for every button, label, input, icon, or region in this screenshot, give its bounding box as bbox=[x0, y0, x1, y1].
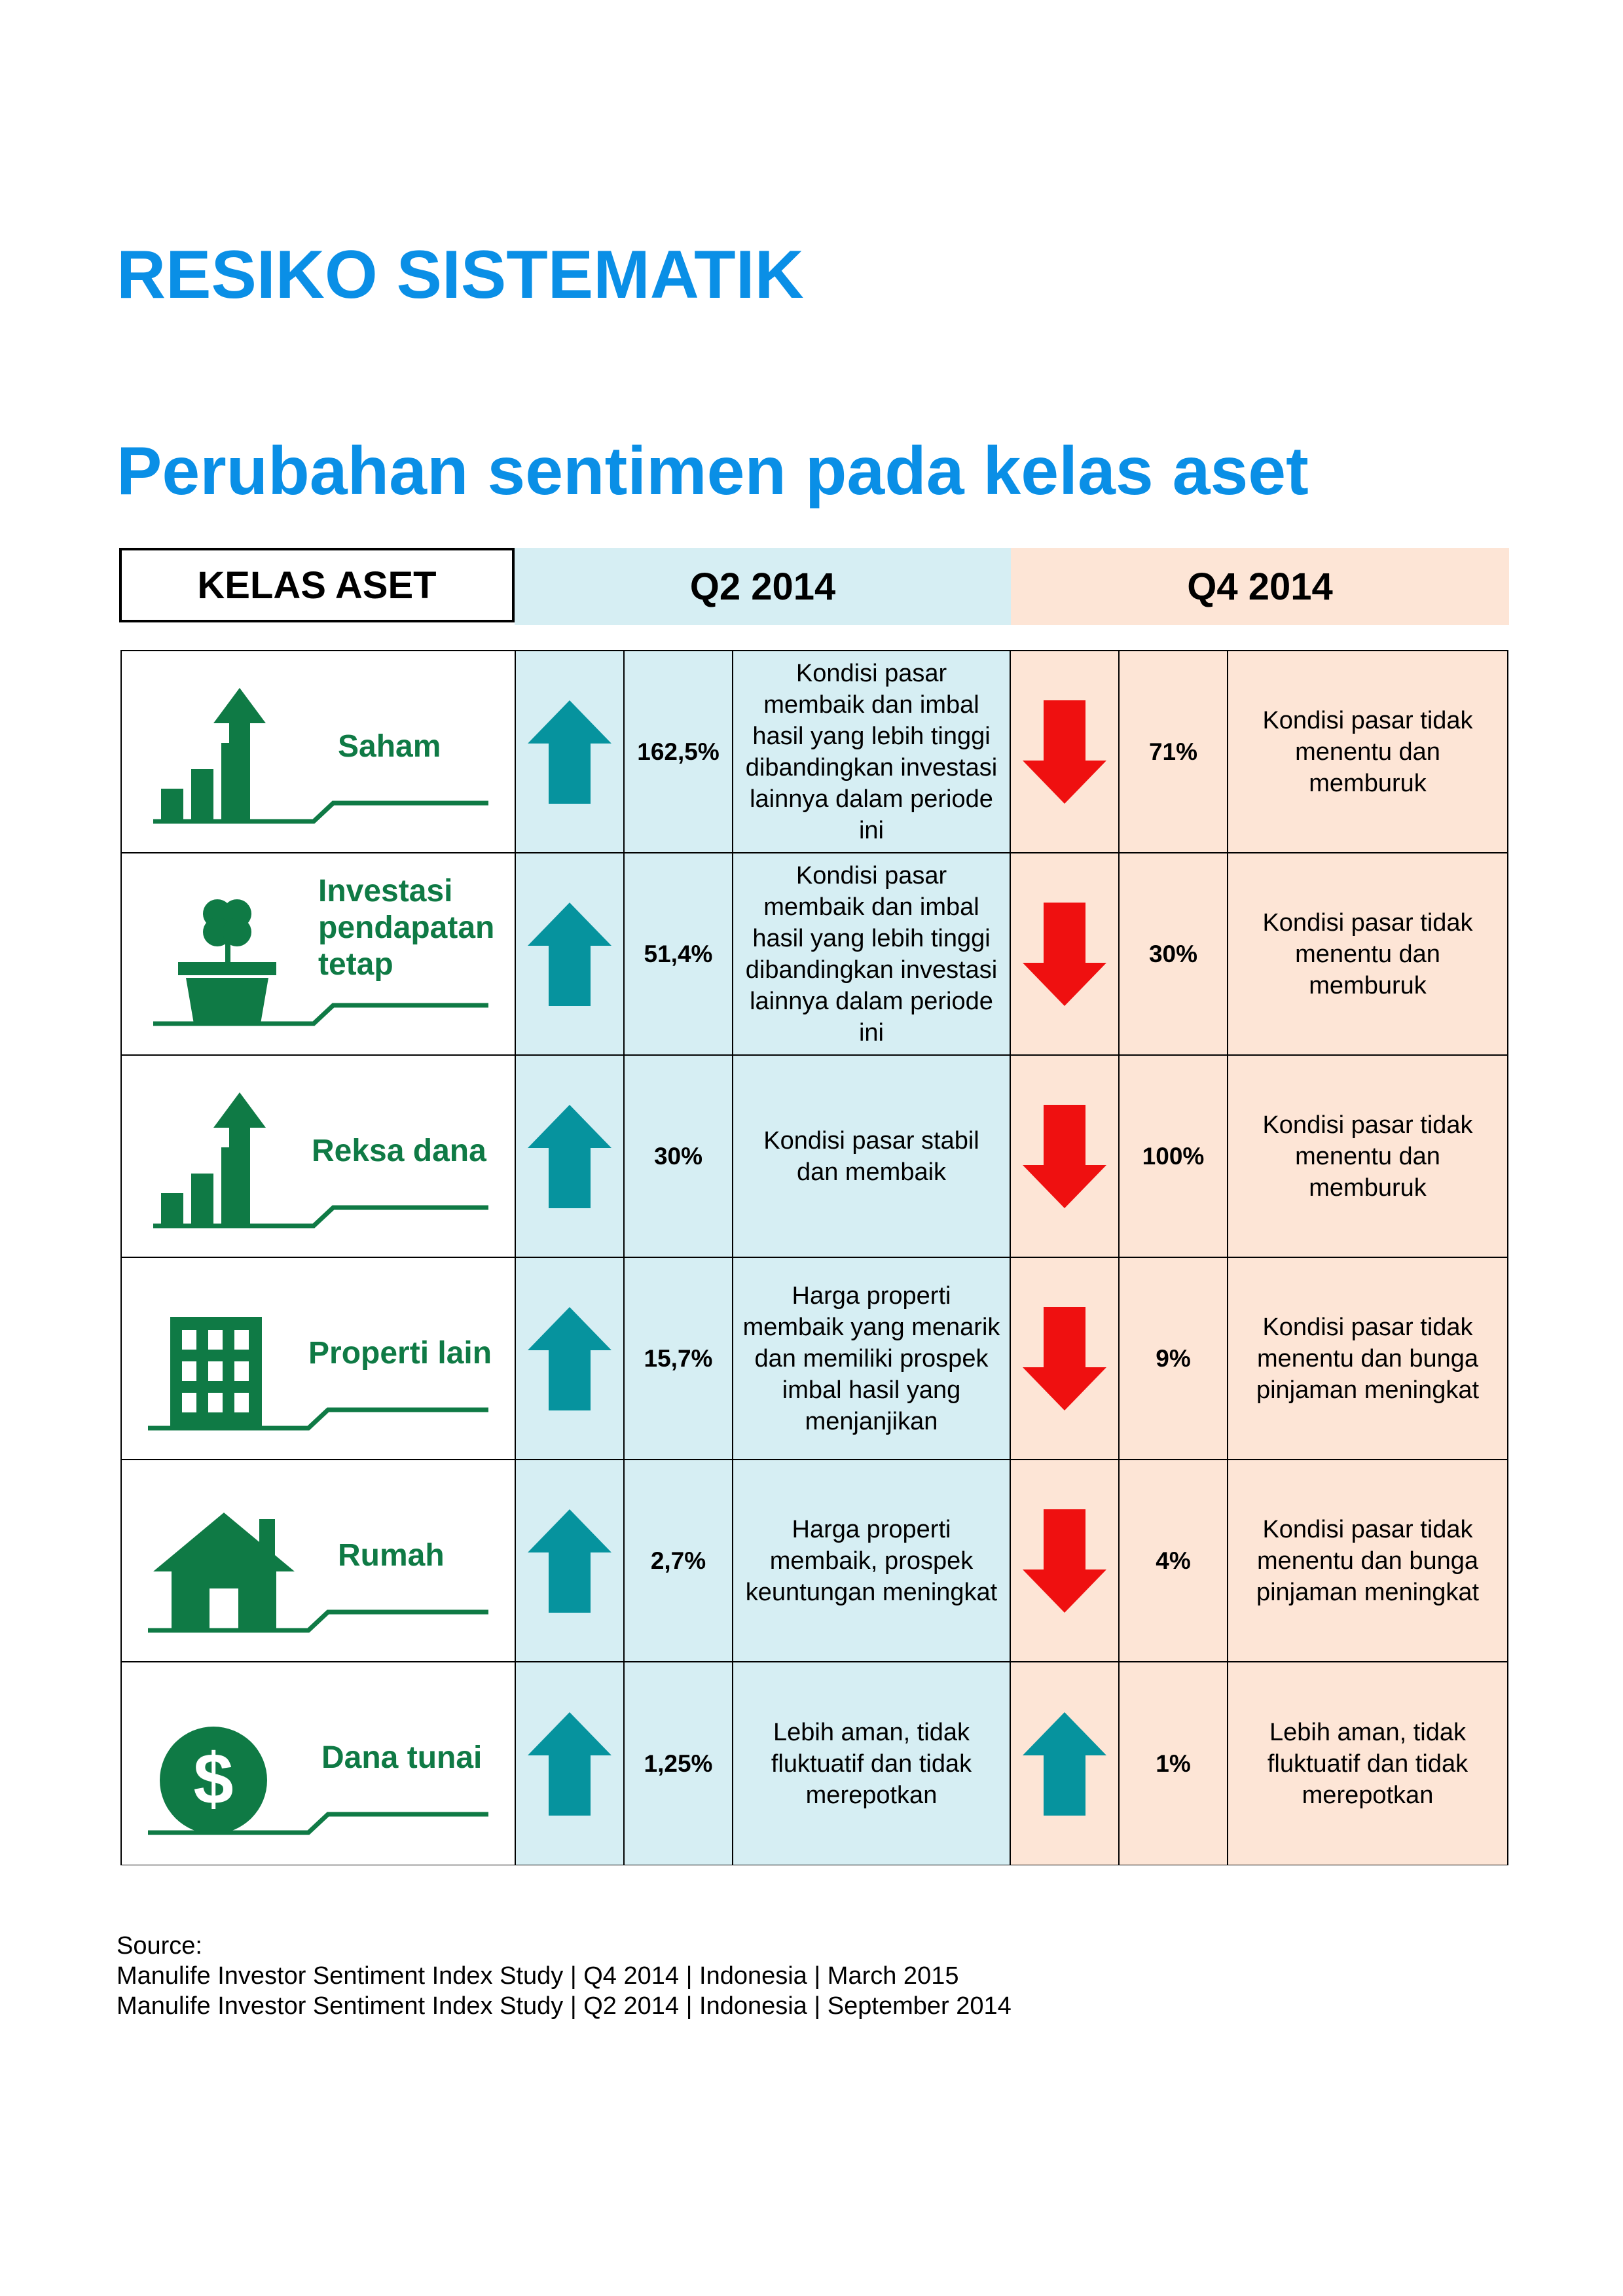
bar-growth-icon bbox=[122, 664, 515, 841]
asset-label: Rumah bbox=[338, 1538, 445, 1573]
q4-arrow-cell bbox=[1011, 853, 1120, 1056]
down-arrow-icon bbox=[1023, 903, 1106, 1006]
up-arrow-icon bbox=[528, 1105, 611, 1208]
down-arrow-icon bbox=[1023, 1509, 1106, 1613]
up-arrow-icon bbox=[528, 903, 611, 1006]
header-asset-class: KELAS ASET bbox=[119, 548, 515, 622]
up-arrow-icon bbox=[528, 700, 611, 804]
q2-percent: 2,7% bbox=[625, 1460, 733, 1662]
q4-arrow-cell bbox=[1011, 1460, 1120, 1662]
asset-cell bbox=[122, 1460, 516, 1662]
q4-arrow-cell bbox=[1011, 1662, 1120, 1865]
table-row bbox=[122, 1258, 1507, 1460]
asset-label: Investasi pendapatan tetap bbox=[318, 874, 495, 982]
up-arrow-icon bbox=[528, 1307, 611, 1410]
q2-description: Kondisi pasar membaik dan imbal hasil yang lebih tinggi dibandingkan investasi lainnya dalam periode ini bbox=[733, 853, 1011, 1056]
q2-description: Kondisi pasar membaik dan imbal hasil yang lebih tinggi dibandingkan investasi lainnya dalam periode ini bbox=[733, 651, 1011, 853]
page-subtitle: Perubahan sentimen pada kelas aset bbox=[117, 433, 1309, 509]
q4-percent: 4% bbox=[1120, 1460, 1228, 1662]
asset-cell bbox=[122, 1662, 516, 1865]
q4-description: Kondisi pasar tidak menentu dan bunga pinjaman meningkat bbox=[1228, 1258, 1507, 1460]
source-line: Manulife Investor Sentiment Index Study | Q4 2014 | Indonesia | March 2015 bbox=[117, 1962, 959, 1990]
q2-arrow-cell bbox=[516, 1258, 625, 1460]
q2-description: Harga properti membaik, prospek keuntungan meningkat bbox=[733, 1460, 1011, 1662]
table-row bbox=[122, 853, 1507, 1056]
q2-description: Harga properti membaik yang menarik dan memiliki prospek imbal hasil yang menjanjikan bbox=[733, 1258, 1011, 1460]
q2-arrow-cell bbox=[516, 1460, 625, 1662]
q2-percent: 30% bbox=[625, 1056, 733, 1258]
table-row bbox=[122, 1460, 1507, 1662]
asset-label: Reksa dana bbox=[312, 1134, 486, 1168]
asset-cell bbox=[122, 1056, 516, 1258]
q4-percent: 71% bbox=[1120, 651, 1228, 853]
q4-percent: 100% bbox=[1120, 1056, 1228, 1258]
up-arrow-icon bbox=[528, 1712, 611, 1816]
q4-description: Kondisi pasar tidak menentu dan bunga pinjaman meningkat bbox=[1228, 1460, 1507, 1662]
svg-text:$: $ bbox=[193, 1739, 234, 1820]
down-arrow-icon bbox=[1023, 1105, 1106, 1208]
table-row bbox=[122, 651, 1507, 853]
q2-arrow-cell bbox=[516, 651, 625, 853]
down-arrow-icon bbox=[1023, 700, 1106, 804]
q2-arrow-cell bbox=[516, 853, 625, 1056]
up-arrow-icon bbox=[528, 1509, 611, 1613]
q2-arrow-cell bbox=[516, 1056, 625, 1258]
asset-label: Saham bbox=[338, 729, 441, 764]
source-note bbox=[117, 1931, 1012, 2021]
q2-description: Lebih aman, tidak fluktuatif dan tidak merepotkan bbox=[733, 1662, 1011, 1865]
page-title: RESIKO SISTEMATIK bbox=[117, 237, 804, 313]
sentiment-table bbox=[120, 650, 1508, 1865]
source-line: Manulife Investor Sentiment Index Study | Q2 2014 | Indonesia | September 2014 bbox=[117, 1992, 1012, 2020]
q2-description: Kondisi pasar stabil dan membaik bbox=[733, 1056, 1011, 1258]
header-q4: Q4 2014 bbox=[1011, 548, 1509, 625]
asset-cell bbox=[122, 651, 516, 853]
q4-percent: 9% bbox=[1120, 1258, 1228, 1460]
asset-label: Properti lain bbox=[308, 1336, 492, 1371]
q4-arrow-cell bbox=[1011, 1258, 1120, 1460]
table-row bbox=[122, 1662, 1507, 1865]
up-arrow-icon bbox=[1023, 1712, 1106, 1816]
q4-description: Kondisi pasar tidak menentu dan memburuk bbox=[1228, 1056, 1507, 1258]
q4-description: Kondisi pasar tidak menentu dan memburuk bbox=[1228, 651, 1507, 853]
q4-description: Lebih aman, tidak fluktuatif dan tidak merepotkan bbox=[1228, 1662, 1507, 1865]
q2-percent: 1,25% bbox=[625, 1662, 733, 1865]
q2-percent: 15,7% bbox=[625, 1258, 733, 1460]
source-label: Source: bbox=[117, 1932, 202, 1960]
q2-percent: 162,5% bbox=[625, 651, 733, 853]
asset-cell bbox=[122, 853, 516, 1056]
header-q2: Q2 2014 bbox=[515, 548, 1011, 625]
asset-label: Dana tunai bbox=[321, 1740, 483, 1775]
asset-cell bbox=[122, 1258, 516, 1460]
down-arrow-icon bbox=[1023, 1307, 1106, 1410]
q4-arrow-cell bbox=[1011, 1056, 1120, 1258]
house-icon bbox=[122, 1473, 515, 1650]
q2-percent: 51,4% bbox=[625, 853, 733, 1056]
q4-percent: 1% bbox=[1120, 1662, 1228, 1865]
table-row bbox=[122, 1056, 1507, 1258]
q2-arrow-cell bbox=[516, 1662, 625, 1865]
q4-description: Kondisi pasar tidak menentu dan memburuk bbox=[1228, 853, 1507, 1056]
q4-percent: 30% bbox=[1120, 853, 1228, 1056]
q4-arrow-cell bbox=[1011, 651, 1120, 853]
